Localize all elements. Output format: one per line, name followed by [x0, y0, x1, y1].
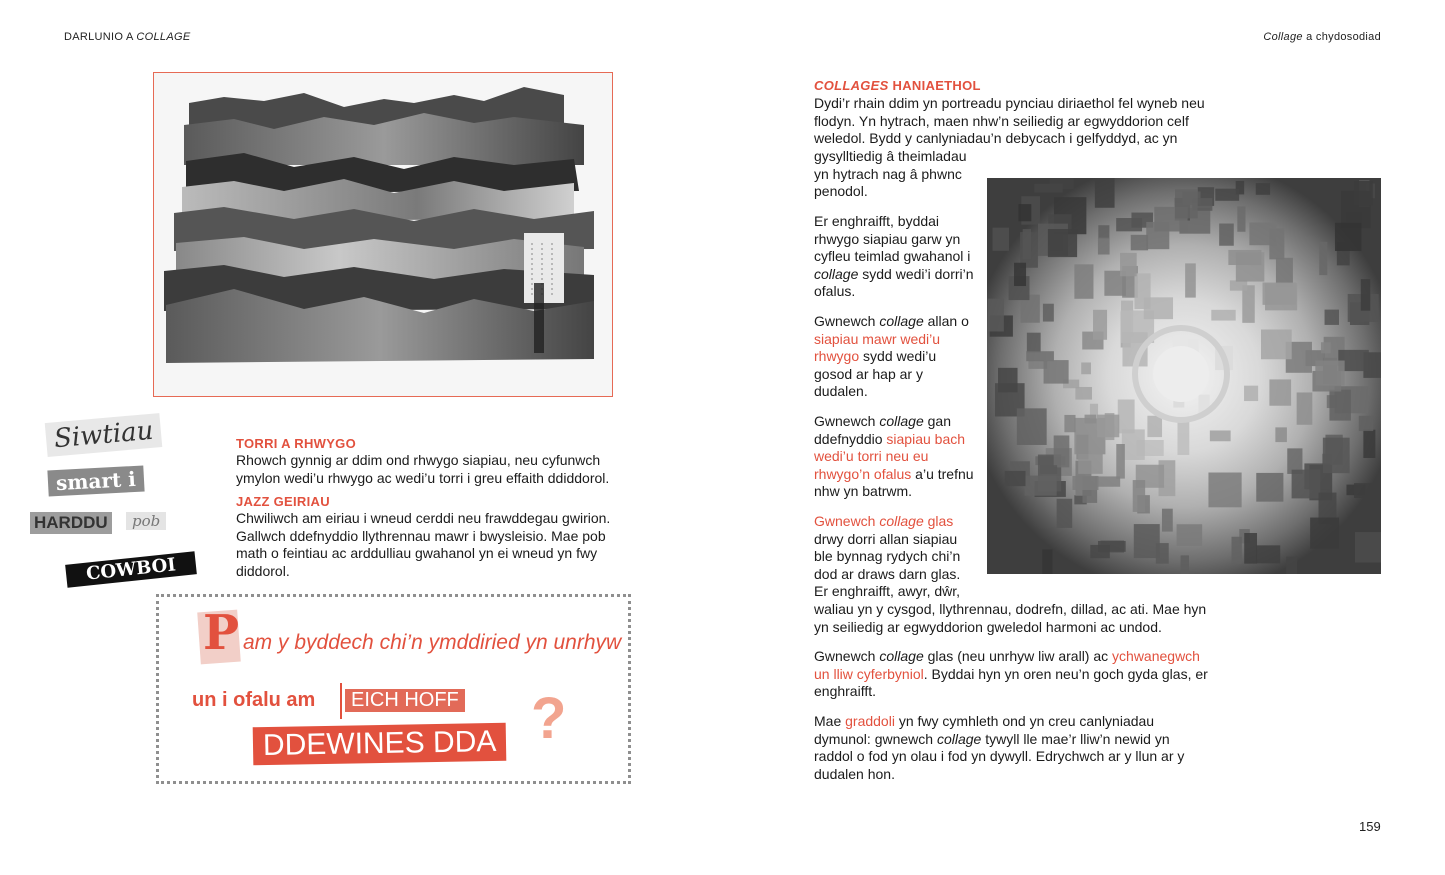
mosaic-tile [1269, 379, 1291, 405]
mosaic-tile [1215, 189, 1239, 201]
mosaic-tile [1134, 524, 1160, 558]
right-heading: COLLAGES HANIAETHOL [814, 78, 981, 93]
mosaic-tile [1244, 533, 1257, 564]
quote-line-1: am y byddech chi’n ymddiried yn unrhyw [243, 631, 622, 654]
mosaic-tile [1057, 499, 1073, 528]
mosaic-tile [1228, 250, 1261, 265]
mosaic-tile [1093, 310, 1107, 340]
mosaic-tile [1146, 222, 1169, 249]
mosaic-tile [1131, 235, 1148, 251]
mosaic-tile [1072, 476, 1098, 490]
mosaic-tile [1256, 473, 1283, 502]
mosaic-tile [1286, 557, 1297, 574]
mosaic-tile [1297, 392, 1313, 424]
mosaic-tile [1292, 470, 1321, 499]
right-paragraph-1b: gysylltiedig â theimladau yn hytrach nag â phwnc penodol. [814, 148, 967, 199]
ransom-words-cluster [20, 410, 210, 600]
mosaic-tile [1359, 416, 1373, 431]
quote-line-3: DDEWINES DDA [253, 723, 507, 765]
mosaic-tile [1177, 524, 1203, 546]
mosaic-tile [1075, 387, 1092, 400]
mosaic-tile [1043, 304, 1054, 322]
mosaic-tile [1237, 206, 1245, 231]
mosaic-tile [1017, 408, 1047, 445]
mosaic-tile [1249, 222, 1276, 245]
mosaic-tile [1116, 444, 1125, 479]
quote-box [156, 594, 631, 784]
right-paragraph-5a: Gwnewch collage glas drwy dorri allan siapiau ble bynnag rydych chi’n dod ar draws darn glas. Er enghraifft, awyr, dŵr, [814, 513, 961, 599]
big-initial: P [203, 605, 240, 661]
mosaic-tile [1242, 285, 1254, 323]
mosaic-tile [1263, 283, 1297, 305]
right-paragraph-3: Gwnewch collage allan o siapiau mawr wedi’u rhwygo sydd wedi’u gosod ar hap ar y dudalen. [814, 313, 969, 399]
mosaic-tile [993, 228, 1009, 251]
mosaic-tile [1054, 435, 1070, 467]
mosaic-tile [1354, 483, 1381, 498]
mosaic-tile [1335, 223, 1361, 251]
right-paragraph-7: Mae graddoli yn fwy cymhleth ond yn creu canlyniadau dymunol: gwnewch collage tywyll lle mae’r lliw’n newid yn raddol o fod yn olau i fod yn dywyll. Edrychwch ar y llun ar y dudalen hon. [814, 713, 1185, 782]
mosaic-tile [1315, 361, 1344, 386]
mosaic-tile [988, 299, 1004, 332]
gradient-mosaic-collage-image [987, 178, 1381, 574]
section-heading: TORRI A RHWYGO [236, 436, 356, 451]
section-body: Chwiliwch am eiriau i wneud cerddi neu frawddegau gwirion. Gallwch ddefnyddio llythrennau mawr i bwysleisio. Mae pob math o feintiau ac arddulliau gwahanol yn ei wneud yn fwy diddorol. [236, 510, 611, 579]
running-header-left: DARLUNIO A COLLAGE [64, 31, 191, 43]
mosaic-tile [1097, 415, 1119, 438]
question-mark: ? [531, 686, 567, 751]
mosaic-tile [1048, 229, 1077, 257]
mosaic-tile [1116, 218, 1142, 231]
mosaic-tile [1177, 420, 1189, 455]
mosaic-tile [1256, 183, 1270, 195]
mosaic-tile [1162, 509, 1173, 532]
mosaic-tile [1275, 427, 1287, 442]
mosaic-tile [1208, 473, 1241, 508]
mosaic-tile [1261, 329, 1292, 359]
mosaic-tile [1042, 549, 1052, 574]
mosaic-tile [1355, 532, 1381, 562]
right-paragraph-1a: Dydi’r rhain ddim yn portreadu pynciau diriaethol fel wyneb neu flodyn. Yn hytrach, maen nhw’n seiliedig ar egwyddorion celf weledol. Bydd y canlyniadau’n debycach i gelfyddyd, ac yn [814, 95, 1205, 146]
mosaic-tile [1310, 518, 1339, 549]
mosaic-tile [1120, 253, 1137, 276]
mosaic-tile [1329, 390, 1350, 421]
mosaic-tile [1319, 242, 1327, 275]
mosaic-tile [1026, 351, 1054, 361]
mosaic-tile [1122, 429, 1145, 460]
mosaic-tile [1276, 258, 1293, 287]
mosaic-tile [1133, 480, 1145, 512]
section-body: Rhowch gynnig ar ddim ond rhwygo siapiau, neu cyfunwch ymylon wedi’u rhwygo ac wedi’u torri i greu effaith ddiddorol. [236, 452, 610, 486]
mosaic-tile [1211, 310, 1235, 321]
ransom-word: pob [126, 512, 166, 530]
ransom-word: HARDDU [30, 512, 112, 534]
mosaic-tile [1025, 476, 1057, 496]
mosaic-tile [1118, 400, 1135, 434]
mosaic-tile [1078, 454, 1102, 474]
mosaic-tile [1040, 465, 1057, 474]
mosaic-tile [1098, 225, 1109, 238]
mosaic-tile [1219, 224, 1234, 246]
mosaic-tile [1027, 333, 1041, 353]
mosaic-tile [1044, 360, 1069, 384]
mosaic-tile [1181, 555, 1189, 574]
mosaic-tile [1323, 438, 1350, 473]
mosaic-tile [1090, 545, 1109, 558]
mosaic-tile [1354, 181, 1373, 205]
quote-line-2a: un i ofalu am [192, 689, 316, 711]
page-number: 159 [1359, 819, 1381, 834]
mosaic-tile [1244, 386, 1258, 401]
quote-line-2b: EICH HOFF [345, 689, 465, 712]
ransom-word: Siwtiau [45, 413, 163, 457]
mosaic-tile [1005, 471, 1026, 486]
mosaic-tile [1210, 430, 1231, 441]
right-paragraph-4: Gwnewch collage gan ddefnyddio siapiau bach wedi’u torri neu eu rhwygo’n ofalus a’u trefnu nhw yn batrwm. [814, 413, 974, 499]
mosaic-tile [1134, 273, 1150, 309]
section-torri [236, 436, 626, 580]
torn-paper-collage-image [153, 72, 613, 397]
mosaic-tile [1321, 342, 1331, 353]
mosaic-tile [1175, 189, 1198, 218]
mosaic-tile [1085, 415, 1097, 424]
mosaic-tile [1074, 264, 1093, 298]
right-paragraph-6: Gwnewch collage glas (neu unrhyw liw arall) ac ychwanegwch un lliw cyferbyniol. Byddai hyn yn oren neu’n goch gyda glas, er enghraifft. [814, 648, 1208, 699]
ransom-word: smart i [47, 466, 144, 497]
right-paragraph-5b: waliau yn y cysgod, llythrennau, dodrefn, dillad, ac ati. Mae hyn yn seiliedig ar egwyddorion gweledol harmoni ac undod. [814, 601, 1207, 635]
mosaic-tile [1361, 279, 1371, 311]
mosaic-tile [1325, 310, 1339, 325]
mosaic-tile [1256, 545, 1280, 563]
mosaic-tile [1034, 184, 1063, 193]
mosaic-tile [1018, 204, 1031, 221]
mosaic-tile [1363, 430, 1375, 458]
mosaic-tile [1014, 263, 1026, 286]
mosaic-tile [1081, 362, 1091, 374]
mosaic-tile [1064, 415, 1075, 432]
ransom-word: COWBOI [65, 551, 197, 587]
mosaic-tile [1095, 178, 1115, 208]
divider-bar [340, 683, 342, 719]
right-paragraph-2: Er enghraifft, byddai rhwygo siapiau garw yn cyfleu teimlad gwahanol i collage sydd wedi’i dorri’n ofalus. [814, 213, 974, 299]
mosaic-tile [1023, 229, 1031, 259]
running-header-right: Collage a chydosodiad [1263, 31, 1381, 43]
mosaic-tile [1147, 416, 1162, 437]
mosaic-tile [1232, 537, 1242, 564]
mosaic-tile [1098, 238, 1110, 255]
mosaic-tile [998, 368, 1018, 392]
mosaic-tile [1185, 263, 1196, 297]
mosaic-tile [1230, 280, 1247, 290]
section-heading: JAZZ GEIRIAU [236, 494, 330, 509]
